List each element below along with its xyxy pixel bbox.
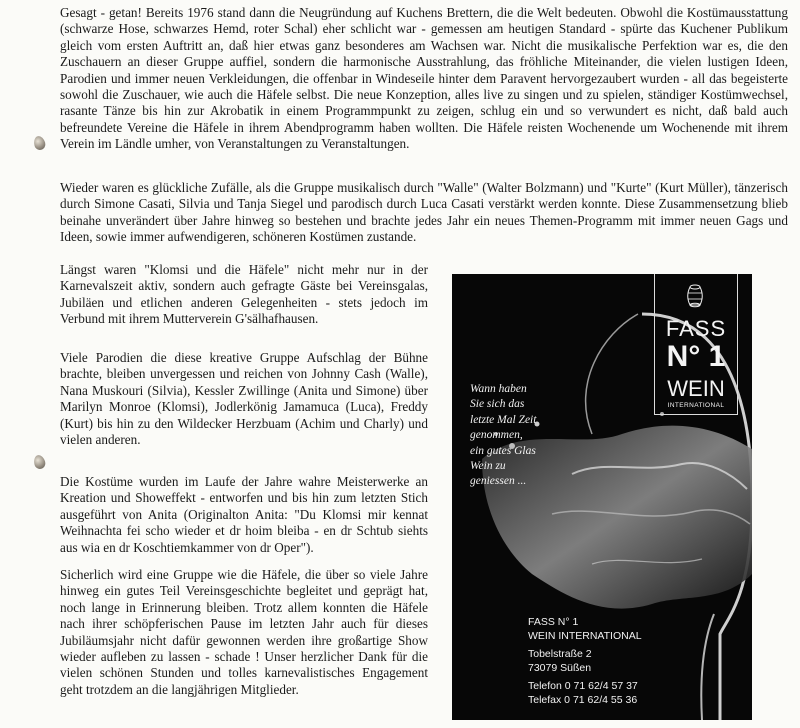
logo-text-wein: WEIN bbox=[667, 376, 725, 401]
article-paragraph-6: Sicherlich wird eine Gruppe wie die Häfele, die über so viele Jahre hinweg ein gutes Teil Vereinsgeschichte begleitet und geprägt hat, noch lange in Erinnerung bleiben. Trotz allem konnten die Häfele nach ihrer schöpferischen Pause im letzten Jahr auch für dieses Jubiläumsjahr nicht dafür gewonnen werden ihre großartige Show wieder aufleben zu lassen - schade ! Unser herzlicher Dank für die vielen schönen Stunden und tolles karnevalistisches Engagement geht trotzdem an die langjährigen Mitglieder. bbox=[60, 567, 428, 697]
ad-slogan: Wann haben Sie sich das letzte Mal Zeit genommen, ein gutes Glas Wein zu geniessen ... bbox=[470, 383, 537, 488]
article-paragraph-4: Viele Parodien die diese kreative Gruppe Aufschlag der Bühne brachte, bleiben unvergessen und reichen von Johnny Cash (Walle), Nana Muskouri (Silvia), Kessler Zwillinge (Anita und Simone) über Marilyn Monroe (Klomsi), Jodlerkönig Jamamuca (Luca), Freddy (Kurt) bis hin zu den Wildecker Herzbuam (Achim und Charly) und vielen anderen. bbox=[60, 350, 428, 448]
contact-fax: Telefax 0 71 62/4 55 36 bbox=[528, 693, 638, 706]
logo-text-fass: FASS bbox=[665, 316, 727, 341]
pebble-bullet-icon bbox=[32, 135, 46, 151]
logo-text-international: INTERNATIONAL bbox=[667, 402, 725, 409]
logo-panel bbox=[654, 274, 738, 415]
article-paragraph-3: Längst waren "Klomsi und die Häfele" nicht mehr nur in der Karnevalszeit aktiv, sondern auch gefragte Gäste bei Vereinsgalas, Jubiläen und etlichen anderen Gelegenheiten - stets jedoch im Verbund mit ihrem Mutterverein G'sälhafhausen. bbox=[60, 262, 428, 327]
logo-text-number: N° 1 bbox=[666, 340, 726, 373]
article-paragraph-2: Wieder waren es glückliche Zufälle, als die Gruppe musikalisch durch "Walle" (Walter Bolzmann) und "Kurte" (Kurt Müller), tänzerisch durch Simone Casati, Silvia und Tanja Siegel und parodisch durch Luca Casati verstärkt werden konnte. Diese Zusammensetzung blieb beinahe unverändert über Jahre hinweg so bestehen und brachte jedes Jahr ein neues Themen-Programm mit immer neuen Gags und Ideen, sowie immer aufwendigeren, schöneren Kostümen zustande. bbox=[60, 180, 788, 245]
barrel-icon bbox=[686, 284, 704, 308]
contact-name-line-1: FASS N° 1 bbox=[528, 616, 579, 628]
wine-advertisement bbox=[452, 274, 752, 720]
article-paragraph-1: Gesagt - getan! Bereits 1976 stand dann die Neugründung auf Kuchens Brettern, die die Welt bedeuten. Obwohl die Kostümausstattung (schwarze Hose, schwarzes Hemd, roter Schal) eher schlicht war - gemessen am heutigen Standard - spürte das Kuchener Publikum gleich vom ersten Auftritt an, daß hier etwas ganz besonderes am Wachsen war. Nicht die musikalische Perfektion war es, die den Zuschauern an dieser Gruppe auffiel, sondern die harmonische Ausstrahlung, das fröhliche Miteinander, die vielen lustigen Ideen, Parodien und immer neuen Verkleidungen, die offenbar in Windeseile hinter dem Paravent hervorgezaubert wurden - all das begeisterte sowohl die Zuschauer, wie auch die Häfele selbst. Die neue Konzeption, alles live zu singen und zu spielen, ständiger Kostümwechsel, rasante Tänze bis hin zur Akrobatik in einem Programmpunkt zu zeigen, schlug ein und so verwundert es nicht, daß bald auch befreundete Vereine die Häfele in ihrem Abendprogramm haben wollten. Die Häfele reisten Wochenende um Wochenende mit ihrem Verein im Ländle umher, von Veranstaltungen zu Veranstaltungen. bbox=[60, 5, 788, 152]
contact-city: 73079 Süßen bbox=[528, 661, 592, 674]
contact-phone: Telefon 0 71 62/4 57 37 bbox=[528, 680, 638, 693]
pebble-bullet-icon bbox=[32, 454, 46, 470]
contact-street: Tobelstraße 2 bbox=[528, 648, 592, 661]
contact-name-line-2: WEIN INTERNATIONAL bbox=[528, 629, 642, 642]
ad-contact-block bbox=[528, 616, 688, 708]
article-paragraph-5: Die Kostüme wurden im Laufe der Jahre wahre Meisterwerke an Kreation und Showeffekt - entworfen und bis hin zum letzten Stich ausgeführt von Anita (Originalton Anita: "Du Klomsi mir kennat Weihnachta fei scho wieder et dr hoim bleiba - en dr Schtub siehts aus wia en dr Koschtiemkammer von dr Oper"). bbox=[60, 474, 428, 555]
